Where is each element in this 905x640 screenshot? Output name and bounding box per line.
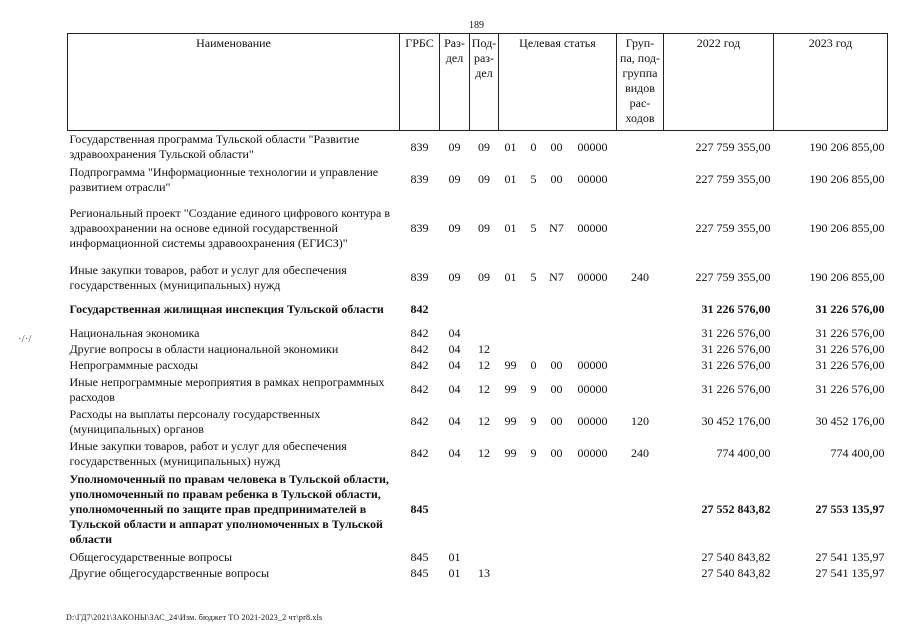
table-row	[68, 470, 888, 550]
cell-rz: 04	[448, 326, 461, 340]
cell-v2023: 30 452 176,00	[815, 414, 885, 428]
cell-v2022: 227 759 355,00	[695, 270, 771, 284]
cell-pr: 09	[478, 172, 490, 186]
cell-cs1: 99	[504, 358, 517, 372]
col-header-2023: 2023 год	[774, 34, 888, 131]
cell-pr: 09	[478, 221, 490, 235]
cell-grbs: 845	[410, 550, 429, 564]
cell-v2022: 227 759 355,00	[695, 221, 771, 235]
cell-cs1: 01	[504, 139, 517, 154]
col-header-podrazdel: Под- раз- дел	[470, 34, 499, 131]
cell-vr	[617, 326, 664, 342]
cell-cs1	[499, 294, 523, 326]
cell-cs3: N7	[549, 270, 564, 284]
cell-cs3	[545, 566, 569, 582]
cell-cs1: 99	[504, 414, 517, 428]
cell-pr: 09	[478, 139, 490, 154]
cell-cs4	[569, 566, 617, 582]
cell-cs4: 00000	[577, 414, 608, 428]
cell-pr	[470, 550, 499, 566]
cell-name: Другие общегосударственные вопросы	[69, 566, 270, 580]
cell-name: Другие вопросы в области национальной экономики	[69, 342, 339, 356]
table-row	[68, 326, 888, 342]
cell-name: Национальная экономика	[69, 326, 200, 340]
table-row	[68, 566, 888, 582]
cell-v2023: 774 400,00	[830, 446, 885, 460]
cell-cs3	[545, 326, 569, 342]
cell-v2022: 227 759 355,00	[695, 139, 771, 154]
cell-grbs: 842	[410, 414, 429, 428]
cell-grbs: 839	[410, 139, 429, 154]
table-row	[68, 164, 888, 196]
cell-vr	[617, 374, 664, 406]
cell-cs1	[499, 550, 523, 566]
cell-name: Непрограммные расходы	[69, 358, 199, 372]
cell-vr: 240	[631, 270, 649, 284]
cell-grbs: 842	[410, 326, 429, 340]
cell-pr: 13	[478, 566, 490, 580]
cell-name: Государственная жилищная инспекция Тульской области	[69, 302, 384, 316]
cell-grbs: 845	[410, 502, 429, 516]
cell-v2022: 31 226 576,00	[701, 358, 771, 372]
cell-cs4	[569, 470, 617, 550]
cell-vr	[617, 196, 664, 262]
cell-grbs: 839	[410, 221, 429, 235]
cell-pr	[470, 294, 499, 326]
cell-cs3: N7	[549, 221, 564, 235]
cell-cs3: 00	[550, 172, 563, 186]
cell-vr	[617, 131, 664, 164]
table-row	[68, 374, 888, 406]
cell-grbs: 842	[410, 342, 429, 356]
table-row	[68, 131, 888, 164]
cell-v2023: 31 226 576,00	[815, 326, 885, 340]
cell-cs4: 00000	[577, 270, 608, 284]
cell-v2022: 31 226 576,00	[701, 382, 771, 396]
cell-vr	[617, 164, 664, 196]
cell-cs1: 01	[504, 221, 517, 235]
cell-rz: 04	[448, 358, 461, 372]
cell-vr: 120	[631, 414, 649, 428]
cell-v2022: 31 226 576,00	[701, 326, 771, 340]
cell-v2022: 30 452 176,00	[701, 414, 771, 428]
cell-v2022: 27 540 843,82	[701, 566, 771, 580]
cell-v2023: 190 206 855,00	[809, 270, 885, 284]
cell-cs3: 00	[550, 139, 563, 154]
cell-cs1	[499, 326, 523, 342]
cell-cs2	[523, 470, 545, 550]
cell-v2023: 27 553 135,97	[815, 502, 885, 516]
cell-v2023: 27 541 135,97	[815, 550, 885, 564]
table-row	[68, 358, 888, 374]
cell-vr	[617, 470, 664, 550]
cell-name: Уполномоченный по правам человека в Тульской области, уполномоченный по правам ребенка в Тульской области, уполномоченный по защите прав предпринимателей в Тульской области и аппарат уполномоченных в Тульской области	[69, 472, 389, 546]
cell-vr	[617, 358, 664, 374]
cell-vr	[617, 566, 664, 582]
cell-cs1	[499, 470, 523, 550]
cell-cs1	[499, 342, 523, 358]
cell-cs3: 00	[550, 358, 563, 372]
table-row	[68, 196, 888, 262]
cell-pr	[470, 470, 499, 550]
cell-vr	[617, 550, 664, 566]
table-row	[68, 550, 888, 566]
cell-cs4	[569, 294, 617, 326]
table-row	[68, 294, 888, 326]
cell-cs3: 00	[550, 446, 563, 460]
cell-cs3	[545, 470, 569, 550]
cell-pr: 12	[478, 414, 490, 428]
cell-pr: 12	[478, 446, 490, 460]
cell-cs2	[523, 294, 545, 326]
cell-cs1: 99	[504, 382, 517, 396]
cell-cs2: 0	[530, 358, 537, 372]
cell-rz: 09	[448, 172, 461, 186]
cell-cs2	[523, 566, 545, 582]
col-header-gruppa: Груп- па, под- группа видов рас- ходов	[617, 34, 664, 131]
cell-cs2: 9	[530, 446, 537, 460]
page-number: 189	[469, 20, 484, 31]
table-row	[68, 406, 888, 438]
cell-name: Иные закупки товаров, работ и услуг для обеспечения государственных (муниципальных) нужд	[69, 438, 347, 468]
cell-rz: 01	[448, 566, 461, 580]
cell-cs3: 00	[550, 382, 563, 396]
col-header-grbs: ГРБС	[400, 34, 440, 131]
cell-cs2	[523, 342, 545, 358]
cell-cs2: 0	[530, 139, 537, 154]
cell-pr	[470, 326, 499, 342]
cell-grbs: 842	[410, 446, 429, 460]
table-row	[68, 438, 888, 470]
cell-cs4: 00000	[577, 358, 608, 372]
cell-v2023: 190 206 855,00	[809, 139, 885, 154]
cell-name: Иные непрограммные мероприятия в рамках непрограммных расходов	[69, 374, 385, 404]
cell-cs4	[569, 550, 617, 566]
cell-cs4: 00000	[577, 446, 608, 460]
cell-grbs: 842	[410, 302, 429, 316]
cell-rz: 04	[448, 446, 461, 460]
cell-name: Государственная программа Тульской области "Развитие здравоохранения Тульской области"	[69, 132, 360, 162]
cell-grbs: 842	[410, 382, 429, 396]
table-row	[68, 342, 888, 358]
cell-pr: 09	[478, 270, 490, 284]
cell-v2022: 227 759 355,00	[695, 172, 771, 186]
cell-rz: 09	[448, 139, 461, 154]
cell-v2022: 31 226 576,00	[701, 342, 771, 356]
cell-cs2	[523, 550, 545, 566]
cell-name: Общегосударственные вопросы	[69, 550, 233, 564]
cell-pr: 12	[478, 342, 490, 356]
cell-cs1	[499, 566, 523, 582]
cell-v2022: 27 540 843,82	[701, 550, 771, 564]
cell-name: Иные закупки товаров, работ и услуг для обеспечения государственных (муниципальных) нужд	[69, 262, 347, 292]
cell-cs4: 00000	[577, 172, 608, 186]
cell-cs3	[545, 342, 569, 358]
cell-v2022: 774 400,00	[716, 446, 771, 460]
table-row	[68, 262, 888, 294]
cell-v2023: 31 226 576,00	[815, 382, 885, 396]
cell-rz: 09	[448, 270, 461, 284]
cell-vr	[617, 342, 664, 358]
cell-cs2: 9	[530, 414, 537, 428]
cell-cs4	[569, 326, 617, 342]
col-header-razdel: Раз- дел	[440, 34, 470, 131]
cell-cs2: 9	[530, 382, 537, 396]
cell-cs2: 5	[530, 172, 537, 186]
cell-rz	[440, 294, 470, 326]
cell-v2023: 27 541 135,97	[815, 566, 885, 580]
cell-grbs: 839	[410, 172, 429, 186]
cell-vr: 240	[631, 446, 649, 460]
cell-cs2: 5	[530, 270, 537, 284]
cell-cs3	[545, 550, 569, 566]
cell-vr	[617, 294, 664, 326]
cell-rz: 01	[448, 550, 461, 564]
cell-cs4: 00000	[577, 382, 608, 396]
cell-rz: 04	[448, 382, 461, 396]
cell-grbs: 845	[410, 566, 429, 580]
cell-grbs: 839	[410, 270, 429, 284]
cell-cs1: 01	[504, 172, 517, 186]
cell-v2022: 31 226 576,00	[701, 302, 771, 316]
cell-rz: 04	[448, 414, 461, 428]
cell-v2023: 31 226 576,00	[815, 358, 885, 372]
cell-cs4: 00000	[577, 221, 608, 235]
cell-rz	[440, 470, 470, 550]
cell-cs2: 5	[530, 221, 537, 235]
cell-name: Региональный проект "Создание единого цифрового контура в здравоохранении на основе единой государственной информационной системы здравоохранения (ЕГИСЗ)"	[69, 206, 391, 250]
cell-cs4: 00000	[577, 139, 608, 154]
margin-mark: ·/·/	[18, 333, 32, 345]
cell-grbs: 842	[410, 358, 429, 372]
budget-table	[67, 33, 888, 582]
cell-cs1: 99	[504, 446, 517, 460]
cell-cs4	[569, 342, 617, 358]
cell-v2023: 190 206 855,00	[809, 221, 885, 235]
cell-cs3	[545, 294, 569, 326]
cell-v2023: 31 226 576,00	[815, 342, 885, 356]
cell-cs2	[523, 326, 545, 342]
cell-cs1: 01	[504, 270, 517, 284]
col-header-tselevaya: Целевая статья	[499, 34, 617, 131]
cell-name: Расходы на выплаты персоналу государственных (муниципальных) органов	[69, 406, 321, 436]
cell-v2023: 31 226 576,00	[815, 302, 885, 316]
table-body	[68, 131, 888, 582]
cell-v2023: 190 206 855,00	[809, 172, 885, 186]
col-header-2022: 2022 год	[664, 34, 774, 131]
cell-pr: 12	[478, 358, 490, 372]
cell-name: Подпрограмма "Информационные технологии и управление развитием отрасли"	[69, 164, 379, 194]
file-path-footer: D:\ГД7\2021\ЗАКОНЫ\ЗАС_24\Изм. бюджет ТО 2021-2023_2 чт\pr8.xls	[66, 613, 323, 622]
cell-rz: 09	[448, 221, 461, 235]
cell-pr: 12	[478, 382, 490, 396]
cell-cs3: 00	[550, 414, 563, 428]
col-header-name: Наименование	[68, 34, 400, 131]
cell-v2022: 27 552 843,82	[701, 502, 771, 516]
cell-rz: 04	[448, 342, 461, 356]
